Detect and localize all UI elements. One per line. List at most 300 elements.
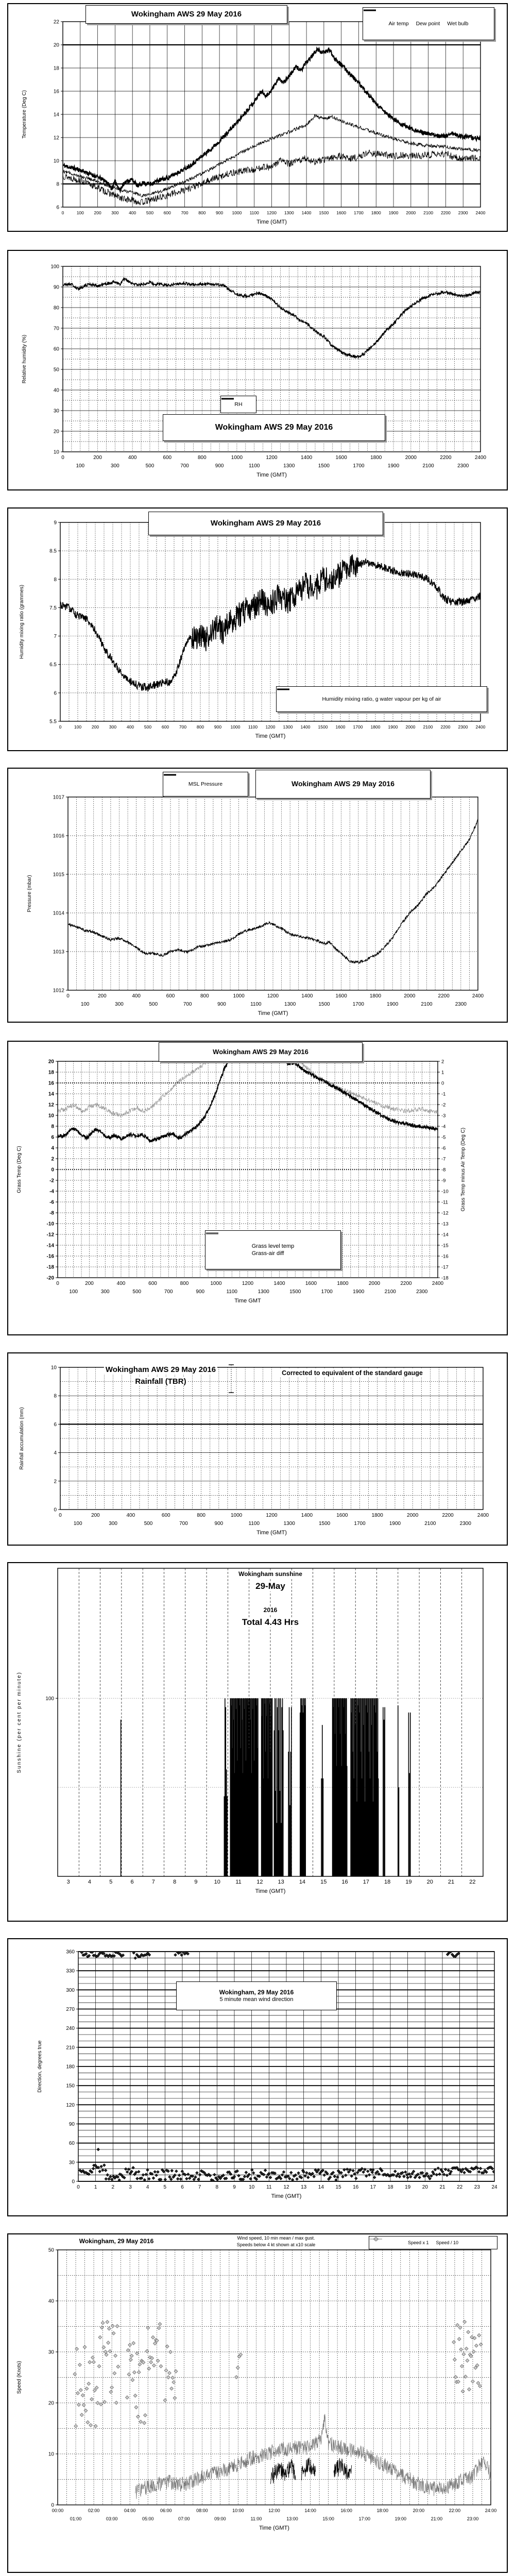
- x-axis-tick-label: 1300: [283, 724, 293, 730]
- y2-axis-tick-label: -2: [441, 1102, 446, 1108]
- x-axis-tick-label: 2400: [432, 1281, 444, 1286]
- data-point-diamond: [346, 2168, 349, 2171]
- x-axis-tick-label: 100: [80, 1002, 90, 1007]
- data-point-diamond: [409, 2175, 413, 2178]
- data-point-diamond: [127, 2372, 131, 2376]
- x-axis-tick-label: 01:00: [70, 2516, 82, 2521]
- x-axis-tick-label: 1300: [283, 1521, 295, 1527]
- data-point-diamond: [79, 2388, 82, 2392]
- data-point-diamond: [463, 2320, 467, 2324]
- x-axis-tick-label: 2000: [368, 1281, 381, 1286]
- x-axis-tick-label: 8: [173, 1879, 177, 1885]
- data-point-diamond: [373, 2176, 376, 2179]
- data-point-diamond: [152, 2364, 156, 2367]
- x-axis-tick-label: 11: [235, 1879, 242, 1885]
- data-point-diamond: [156, 2359, 160, 2363]
- legend-label: Speed / 10: [436, 2240, 459, 2245]
- y-axis-tick-label: 14: [53, 112, 59, 118]
- y-axis-tick-label: 18: [53, 65, 59, 72]
- y-axis-tick-label: 90: [68, 2122, 75, 2127]
- y2-axis-tick-label: -1: [441, 1091, 446, 1097]
- relative-humidity-chart-svg: [8, 251, 507, 492]
- x-axis-tick-label: 5: [163, 2184, 167, 2190]
- data-point-diamond: [109, 2390, 113, 2394]
- x-axis-tick-label: 1700: [353, 210, 364, 215]
- data-point-diamond: [126, 2171, 129, 2174]
- x-axis-tick-label: 1900: [389, 1521, 401, 1527]
- x-axis-tick-label: 300: [111, 463, 119, 469]
- data-point-diamond: [265, 2176, 268, 2179]
- x-axis-tick-label: 05:00: [142, 2516, 154, 2521]
- data-point-diamond: [281, 2174, 284, 2177]
- chart-title-box: [159, 1042, 363, 1062]
- data-point-diamond: [146, 2326, 150, 2330]
- data-point-diamond: [107, 2341, 110, 2345]
- x-axis-tick-label: 1900: [353, 1289, 365, 1295]
- y-axis-tick-label: 22: [53, 19, 59, 25]
- data-point-diamond: [126, 2348, 130, 2352]
- x-axis-tick-label: 2000: [404, 993, 416, 999]
- x-axis-tick-label: 1500: [318, 724, 328, 730]
- chart-title-box: [148, 512, 383, 535]
- x-axis-tick-label: 17:00: [358, 2516, 370, 2521]
- y-axis-tick-label: 20: [48, 1059, 54, 1065]
- x-axis-tick-label: 7: [198, 2184, 201, 2190]
- data-point-diamond: [289, 2171, 293, 2174]
- data-point-diamond: [113, 2371, 116, 2375]
- y-axis-tick-label: 210: [66, 2045, 75, 2051]
- x-axis-tick-label: 900: [217, 1002, 226, 1007]
- x-axis-tick-label: 900: [196, 1289, 205, 1295]
- data-point-diamond: [236, 2366, 239, 2369]
- y2-axis-tick-label: -11: [441, 1199, 449, 1206]
- data-point-diamond: [87, 2382, 91, 2385]
- x-axis-tick-label: 300: [115, 1002, 124, 1007]
- data-point-diamond: [478, 2384, 482, 2388]
- data-point-diamond: [127, 2168, 130, 2171]
- data-point-diamond: [148, 2177, 151, 2180]
- data-point-diamond: [90, 2398, 94, 2401]
- x-axis-tick-label: 1200: [266, 455, 278, 461]
- x-axis-tick-label: 1500: [318, 463, 330, 469]
- data-point-diamond: [133, 2394, 137, 2397]
- y-axis-tick-label: 4: [51, 1145, 54, 1151]
- data-point-diamond: [139, 2420, 143, 2424]
- y2-axis-tick-label: -18: [441, 1275, 449, 1281]
- chart-annotation: 2016: [262, 1606, 279, 1614]
- x-axis-tick-label: 1600: [336, 210, 347, 215]
- data-point-diamond: [172, 2381, 176, 2384]
- x-axis-tick-label: 21: [439, 2184, 445, 2190]
- y-axis-tick-label: 50: [53, 367, 59, 373]
- data-point-diamond: [437, 2167, 440, 2170]
- data-point-diamond: [454, 2375, 457, 2379]
- y-axis-tick-label: 8: [56, 181, 59, 188]
- data-point-diamond: [74, 2425, 78, 2428]
- x-axis-tick-label: 1200: [267, 993, 279, 999]
- legend-label: Air temp: [388, 21, 409, 27]
- data-point-diamond: [133, 2370, 136, 2374]
- wind-direction-chart: [7, 1938, 508, 2216]
- x-axis-tick-label: 0: [61, 210, 64, 215]
- y-axis-tick-label: 6: [54, 1421, 57, 1428]
- x-axis-tick-label: 2100: [423, 210, 434, 215]
- x-axis-tick-label: 800: [198, 210, 206, 215]
- legend-label: MSL Pressure: [188, 781, 223, 787]
- x-axis-tick-label: 2400: [472, 993, 484, 999]
- x-axis-tick-label: 200: [93, 455, 102, 461]
- x-axis-tick-label: 2100: [423, 724, 433, 730]
- chart-legend: [276, 686, 487, 712]
- x-axis-tick-label: 4: [88, 1879, 92, 1885]
- data-point-diamond: [476, 2381, 480, 2385]
- legend-item: [408, 2240, 429, 2245]
- data-point-diamond: [465, 2347, 468, 2350]
- chart-title: Wokingham, 29 May 2016: [219, 1988, 294, 1996]
- data-point-diamond: [467, 2330, 470, 2334]
- y-axis-title: Direction, degrees true: [37, 2040, 43, 2093]
- x-axis-tick-label: 2100: [424, 1521, 436, 1527]
- x-axis-tick-label: 1300: [284, 1002, 296, 1007]
- data-point-diamond: [110, 2386, 114, 2389]
- line-sample-icon: [205, 1231, 219, 1236]
- data-point-diamond: [477, 2171, 480, 2174]
- x-axis-tick-label: 1000: [230, 724, 241, 730]
- y2-axis-tick-label: -12: [441, 1210, 449, 1216]
- x-axis-tick-label: 800: [197, 1513, 206, 1518]
- data-point-diamond: [452, 2341, 456, 2344]
- chart-title: Wokingham AWS 29 May 2016: [213, 1047, 308, 1056]
- y-axis-tick-label: 330: [66, 1968, 75, 1974]
- y-axis-tick-label: -14: [46, 1243, 54, 1249]
- x-axis-tick-label: 1400: [301, 210, 312, 215]
- data-point-diamond: [159, 2364, 163, 2368]
- x-axis-tick-label: 1100: [248, 463, 260, 469]
- x-axis-tick-label: 0: [56, 1281, 59, 1286]
- data-point-diamond: [101, 2321, 105, 2325]
- wind-speed-chart-svg: [8, 2234, 507, 2574]
- x-axis-tick-label: 2400: [474, 455, 487, 461]
- data-point-diamond: [93, 2388, 96, 2392]
- y2-axis-tick-label: -16: [441, 1253, 449, 1260]
- data-point-diamond: [97, 2364, 101, 2368]
- y-axis-tick-label: 8: [54, 577, 57, 583]
- legend-label: RH: [234, 401, 243, 408]
- x-axis-tick-label: 2300: [458, 724, 468, 730]
- x-axis-title: Time (GMT): [259, 2525, 289, 2531]
- data-point-diamond: [166, 2376, 170, 2379]
- data-point-diamond: [153, 2171, 157, 2174]
- data-point-diamond: [128, 2343, 132, 2347]
- series-x10-scale-segment-2: [301, 2458, 316, 2480]
- x-axis-tick-label: 2000: [405, 724, 416, 730]
- y-axis-tick-label: 1012: [53, 988, 64, 994]
- x-axis-title: Time (GMT): [258, 1010, 288, 1016]
- data-point-diamond: [107, 2327, 111, 2330]
- x-axis-tick-label: 22: [457, 2184, 463, 2190]
- x-axis-tick-label: 900: [214, 724, 222, 730]
- x-axis-tick-label: 14: [318, 2184, 324, 2190]
- sunshine-chart: [7, 1562, 508, 1922]
- data-point-diamond: [477, 2333, 481, 2337]
- chart-title: 5 minute mean wind direction: [219, 1996, 294, 2003]
- line-sample-icon: [369, 2236, 383, 2242]
- data-point-diamond: [78, 2363, 82, 2367]
- x-axis-tick-label: 1500: [289, 1289, 301, 1295]
- data-point-diamond: [444, 2168, 447, 2171]
- x-axis-tick-label: 23: [474, 2184, 480, 2190]
- data-point-diamond: [145, 2173, 148, 2176]
- x-axis-tick-label: 2400: [475, 210, 486, 215]
- data-point-diamond: [462, 2352, 466, 2356]
- data-point-diamond: [297, 2172, 300, 2175]
- wind-speed-chart: [7, 2233, 508, 2573]
- y2-axis-tick-label: -8: [441, 1167, 446, 1173]
- y-axis-tick-label: 10: [48, 1113, 54, 1119]
- data-point-diamond: [149, 2361, 153, 2364]
- y-axis-tick-label: -4: [49, 1189, 54, 1195]
- data-point-diamond: [323, 2174, 326, 2177]
- x-axis-tick-label: 16: [353, 2184, 359, 2190]
- data-point-diamond: [104, 2350, 107, 2353]
- x-axis-tick-label: 20: [422, 2184, 428, 2190]
- chart-annotation: Rainfall (TBR): [133, 1377, 187, 1386]
- y-axis-title: Pressure (mbar): [27, 875, 32, 912]
- legend-item: [388, 21, 408, 27]
- grass-temperature-chart: [7, 1041, 508, 1335]
- data-point-diamond: [181, 2170, 184, 2173]
- data-point-diamond: [194, 2176, 197, 2179]
- x-axis-tick-label: 8: [215, 2184, 219, 2190]
- y-axis-title: Grass Temp (Deg C): [16, 1146, 22, 1193]
- x-axis-tick-label: 12: [256, 1879, 263, 1885]
- x-axis-tick-label: 1700: [353, 463, 365, 469]
- x-axis-tick-label: 9: [233, 2184, 236, 2190]
- chart-annotation: 29-May: [254, 1581, 287, 1591]
- data-point-diamond: [245, 2171, 248, 2174]
- x-axis-tick-label: 10: [249, 2184, 255, 2190]
- y-axis-tick-label: -20: [46, 1275, 54, 1281]
- x-axis-title: Time (GMT): [271, 2193, 302, 2199]
- y-axis-tick-label: 360: [66, 1949, 75, 1955]
- data-point-diamond: [157, 2171, 160, 2174]
- y2-axis-tick-label: -10: [441, 1189, 449, 1195]
- y-axis-tick-label: 40: [53, 387, 59, 394]
- data-point-diamond: [296, 2178, 299, 2181]
- x-axis-tick-label: 09:00: [214, 2516, 226, 2521]
- x-axis-tick-label: 2200: [440, 455, 452, 461]
- data-point-diamond: [155, 2174, 158, 2177]
- x-axis-tick-label: 1500: [318, 1002, 330, 1007]
- legend-label: Wet bulb: [447, 21, 469, 27]
- x-axis-tick-label: 2000: [405, 455, 417, 461]
- data-point-diamond: [435, 2173, 438, 2176]
- legend-label: Grass level temp: [251, 1243, 295, 1249]
- legend-item: [188, 781, 222, 787]
- x-axis-tick-label: 1600: [335, 993, 347, 999]
- data-point-diamond: [96, 2401, 99, 2405]
- x-axis-tick-label: 900: [215, 463, 224, 469]
- x-axis-tick-label: 5: [109, 1879, 113, 1885]
- x-axis-tick-label: 18: [387, 2184, 393, 2190]
- y-axis-tick-label: -2: [49, 1178, 54, 1184]
- x-axis-tick-label: 0: [59, 1513, 62, 1518]
- x-axis-tick-label: 1300: [258, 1289, 269, 1295]
- y-axis-tick-label: 20: [48, 2400, 54, 2406]
- y2-axis-tick-label: -7: [441, 1156, 446, 1162]
- data-point-diamond: [251, 2168, 254, 2172]
- data-point-diamond: [188, 2177, 191, 2180]
- x-axis-tick-label: 1800: [371, 1513, 383, 1518]
- x-axis-title: Time (GMT): [256, 1530, 287, 1536]
- data-point-diamond: [86, 2420, 90, 2424]
- data-point-diamond: [103, 2164, 106, 2167]
- chart-legend: [369, 2236, 497, 2249]
- data-point-diamond: [269, 2176, 272, 2179]
- data-point-diamond: [345, 2174, 348, 2177]
- data-point-diamond: [98, 2170, 101, 2173]
- y-axis-tick-label: 6: [56, 205, 59, 211]
- y-axis-tick-label: 2: [54, 1479, 57, 1485]
- y2-axis-tick-label: -9: [441, 1178, 446, 1184]
- msl-pressure-chart-svg: [8, 769, 507, 1024]
- y-axis-tick-label: 60: [53, 346, 59, 352]
- chart-title-box: [85, 5, 287, 24]
- data-point-diamond: [164, 2178, 167, 2181]
- data-point-diamond: [176, 2177, 179, 2180]
- series-sunshine-bars: [121, 1698, 410, 1876]
- x-axis-tick-label: 19: [405, 2184, 411, 2190]
- chart-annotation: Speeds below 4 kt shown at x10 scale: [235, 2242, 317, 2247]
- x-axis-tick-label: 1800: [370, 455, 382, 461]
- data-point-diamond: [264, 2169, 267, 2172]
- x-axis-tick-label: 500: [149, 1002, 158, 1007]
- data-point-diamond: [313, 2175, 316, 2178]
- data-point-diamond: [130, 2354, 133, 2358]
- line-sample-icon: [277, 687, 290, 692]
- legend-item: [252, 1243, 295, 1249]
- x-axis-tick-label: 12: [283, 2184, 289, 2190]
- data-point-diamond: [98, 2335, 102, 2339]
- x-axis-tick-label: 16:00: [340, 2508, 352, 2513]
- chart-title: Wokingham AWS 29 May 2016: [210, 518, 321, 528]
- legend-item: [252, 1250, 295, 1257]
- x-axis-tick-label: 1600: [305, 1281, 317, 1286]
- y-axis-tick-label: 0: [51, 2502, 54, 2509]
- data-point-diamond: [76, 2392, 80, 2395]
- x-axis-tick-label: 1400: [300, 724, 311, 730]
- x-axis-tick-label: 1400: [301, 1513, 313, 1518]
- relative-humidity-chart: [7, 250, 508, 490]
- x-axis-tick-label: 300: [109, 1521, 117, 1527]
- x-axis-tick-label: 1800: [371, 210, 381, 215]
- data-point-diamond: [198, 2173, 201, 2176]
- series-x10-scale-segment-3: [334, 2458, 352, 2479]
- data-point-diamond: [179, 2178, 182, 2181]
- data-point-diamond: [97, 2148, 100, 2151]
- data-point-diamond: [134, 2405, 138, 2409]
- y-axis-tick-label: 270: [66, 2007, 75, 2012]
- y-axis-tick-label: 60: [68, 2141, 75, 2147]
- data-point-diamond: [343, 2168, 346, 2172]
- data-point-diamond: [132, 2342, 135, 2345]
- x-axis-tick-label: 6: [130, 1879, 134, 1885]
- y2-axis-tick-label: 0: [441, 1080, 444, 1087]
- x-axis-tick-label: 9: [194, 1879, 198, 1885]
- humidity-mixing-ratio-chart-svg: [8, 509, 507, 752]
- x-axis-title: Time (GMT): [255, 733, 286, 739]
- x-axis-tick-label: 200: [91, 1513, 100, 1518]
- data-point-diamond: [138, 2363, 142, 2366]
- data-point-diamond: [108, 2178, 111, 2181]
- data-point-diamond: [475, 2344, 478, 2347]
- x-axis-tick-label: 1900: [387, 1002, 399, 1007]
- data-point-diamond: [235, 2376, 238, 2379]
- x-axis-tick-label: 23:00: [467, 2516, 479, 2521]
- x-axis-tick-label: 900: [214, 1521, 224, 1527]
- legend-item: [416, 21, 440, 27]
- rainfall-chart: [7, 1352, 508, 1546]
- line-sample-icon: [221, 396, 234, 401]
- data-point-diamond: [355, 2177, 358, 2180]
- data-point-diamond: [146, 2168, 149, 2172]
- data-point-diamond: [158, 2323, 162, 2326]
- x-axis-tick-label: 17: [363, 1879, 369, 1885]
- x-axis-tick-label: 600: [161, 724, 169, 730]
- x-axis-tick-label: 400: [126, 1513, 135, 1518]
- x-axis-tick-label: 500: [144, 724, 152, 730]
- x-axis-tick-label: 1100: [250, 1002, 262, 1007]
- data-point-diamond: [85, 2387, 89, 2391]
- data-point-diamond: [81, 2394, 84, 2397]
- x-axis-tick-label: 500: [144, 1521, 153, 1527]
- data-point-diamond: [138, 2171, 141, 2174]
- x-axis-tick-label: 2100: [421, 1002, 433, 1007]
- y-axis-tick-label: 1015: [53, 872, 64, 878]
- x-axis-tick-label: 4: [146, 2184, 149, 2190]
- humidity-mixing-ratio-chart: [7, 507, 508, 751]
- x-axis-tick-label: 800: [197, 455, 207, 461]
- data-point-diamond: [83, 2345, 87, 2349]
- data-point-diamond: [80, 2413, 83, 2417]
- data-point-diamond: [137, 2370, 141, 2374]
- y-axis-tick-label: -16: [46, 1253, 54, 1260]
- y2-axis-tick-label: -17: [441, 1264, 449, 1270]
- x-axis-tick-label: 6: [181, 2184, 184, 2190]
- x-axis-tick-label: 3: [66, 1879, 70, 1885]
- chart-legend: [220, 396, 256, 413]
- y-axis-tick-label: 6.5: [49, 662, 57, 668]
- x-axis-tick-label: 1600: [336, 1513, 348, 1518]
- chart-legend: [363, 7, 494, 40]
- x-axis-tick-label: 1400: [300, 455, 313, 461]
- x-axis-tick-label: 1900: [387, 463, 400, 469]
- x-axis-tick-label: 600: [166, 993, 175, 999]
- y2-axis-tick-label: -5: [441, 1134, 446, 1141]
- x-axis-tick-label: 18: [384, 1879, 391, 1885]
- x-axis-tick-label: 15: [320, 1879, 327, 1885]
- x-axis-tick-label: 2300: [416, 1289, 428, 1295]
- x-axis-tick-label: 2100: [422, 463, 434, 469]
- x-axis-tick-label: 2300: [458, 210, 468, 215]
- x-axis-tick-label: 600: [148, 1281, 157, 1286]
- x-axis-tick-label: 02:00: [88, 2508, 100, 2513]
- x-axis-tick-label: 11: [266, 2184, 272, 2190]
- y-axis-tick-label: 20: [53, 429, 59, 435]
- y-axis-tick-label: -10: [46, 1221, 54, 1227]
- x-axis-tick-label: 300: [111, 210, 119, 215]
- data-point-diamond: [106, 2320, 109, 2324]
